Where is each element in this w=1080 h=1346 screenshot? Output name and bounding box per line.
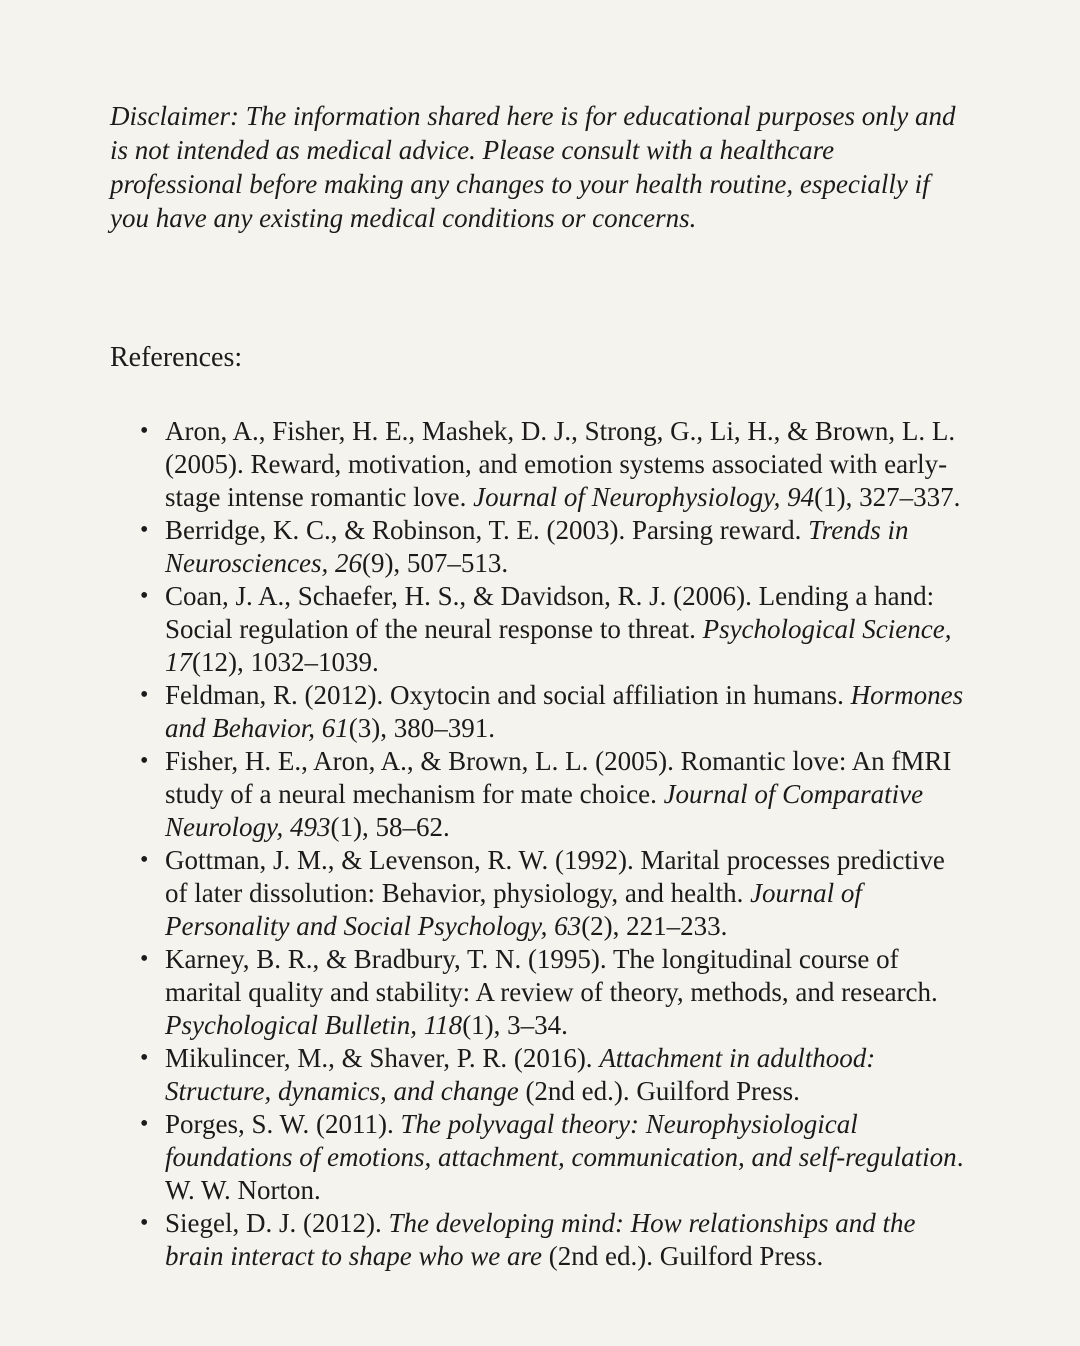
reference-text-segment: (9), 507–513. <box>361 548 509 578</box>
reference-text-segment: (2), 221–233. <box>581 911 728 941</box>
reference-item <box>165 745 970 844</box>
disclaimer-text: Disclaimer: The information shared here is for educational purposes only and is not intended as medical advice. Please consult with a healthcare professional before making any changes to your health routine, especially if you have any existing medical conditions or concerns. <box>110 101 956 233</box>
reference-text-segment: Fisher, H. E., Aron, A., & Brown, L. L. (2005). Romantic love: An fMRI study of a neural mechanism for mate choice. <box>165 746 952 809</box>
reference-italic-segment: Journal of Neurophysiology, 94 <box>473 482 815 512</box>
reference-item <box>165 580 970 679</box>
reference-text-segment: Coan, J. A., Schaefer, H. S., & Davidson, R. J. (2006). Lending a hand: Social regulation of the neural response to threat. <box>165 581 935 644</box>
reference-text-segment: (1), 3–34. <box>462 1010 568 1040</box>
reference-item <box>165 943 970 1042</box>
reference-item <box>165 844 970 943</box>
references-list <box>110 415 970 1273</box>
reference-text-segment: Karney, B. R., & Bradbury, T. N. (1995). The longitudinal course of marital quality and stability: A review of theory, methods, and research. <box>165 944 938 1007</box>
reference-italic-segment: Hormones and Behavior, 61 <box>165 680 964 743</box>
reference-italic-segment: The developing mind: How relationships and the brain interact to shape who we are <box>165 1208 916 1271</box>
reference-italic-segment: Attachment in adulthood: Structure, dynamics, and change <box>165 1043 876 1106</box>
reference-text-segment: Gottman, J. M., & Levenson, R. W. (1992). Marital processes predictive of later dissolution: Behavior, physiology, and health. <box>165 845 945 908</box>
reference-italic-segment: Journal of Personality and Social Psychology, 63 <box>165 878 862 941</box>
reference-text-segment: Siegel, D. J. (2012). <box>165 1208 389 1238</box>
reference-text-segment: (3), 380–391. <box>348 713 495 743</box>
reference-text-segment: . W. W. Norton. <box>165 1142 964 1205</box>
reference-italic-segment: Psychological Science, 17 <box>165 614 952 677</box>
reference-item <box>165 679 970 745</box>
reference-italic-segment: Trends in Neurosciences, 26 <box>165 515 909 578</box>
reference-item <box>165 514 970 580</box>
reference-text-segment: (1), 327–337. <box>814 482 961 512</box>
reference-text-segment: Berridge, K. C., & Robinson, T. E. (2003). Parsing reward. <box>165 515 809 545</box>
reference-item <box>165 1042 970 1108</box>
reference-text-segment: Aron, A., Fisher, H. E., Mashek, D. J., Strong, G., Li, H., & Brown, L. L. (2005). Reward, motivation, and emotion systems associated with early-stage intense romantic love. <box>165 416 956 512</box>
reference-italic-segment: Journal of Comparative Neurology, 493 <box>165 779 924 842</box>
reference-item <box>165 415 970 514</box>
reference-text-segment: (1), 58–62. <box>330 812 450 842</box>
reference-text-segment: (12), 1032–1039. <box>192 647 379 677</box>
references-heading: References: <box>110 342 243 373</box>
reference-item <box>165 1108 970 1207</box>
reference-text-segment: Mikulincer, M., & Shaver, P. R. (2016). <box>165 1043 600 1073</box>
reference-text-segment: (2nd ed.). Guilford Press. <box>541 1241 824 1271</box>
reference-text-segment: Feldman, R. (2012). Oxytocin and social affiliation in humans. <box>165 680 851 710</box>
reference-item <box>165 1207 970 1273</box>
reference-italic-segment: The polyvagal theory: Neurophysiological foundations of emotions, attachment, communication, and self-regulation <box>165 1109 957 1172</box>
reference-text-segment: Porges, S. W. (2011). <box>165 1109 401 1139</box>
reference-text-segment: (2nd ed.). Guilford Press. <box>518 1076 800 1106</box>
reference-italic-segment: Psychological Bulletin, 118 <box>165 1010 463 1040</box>
